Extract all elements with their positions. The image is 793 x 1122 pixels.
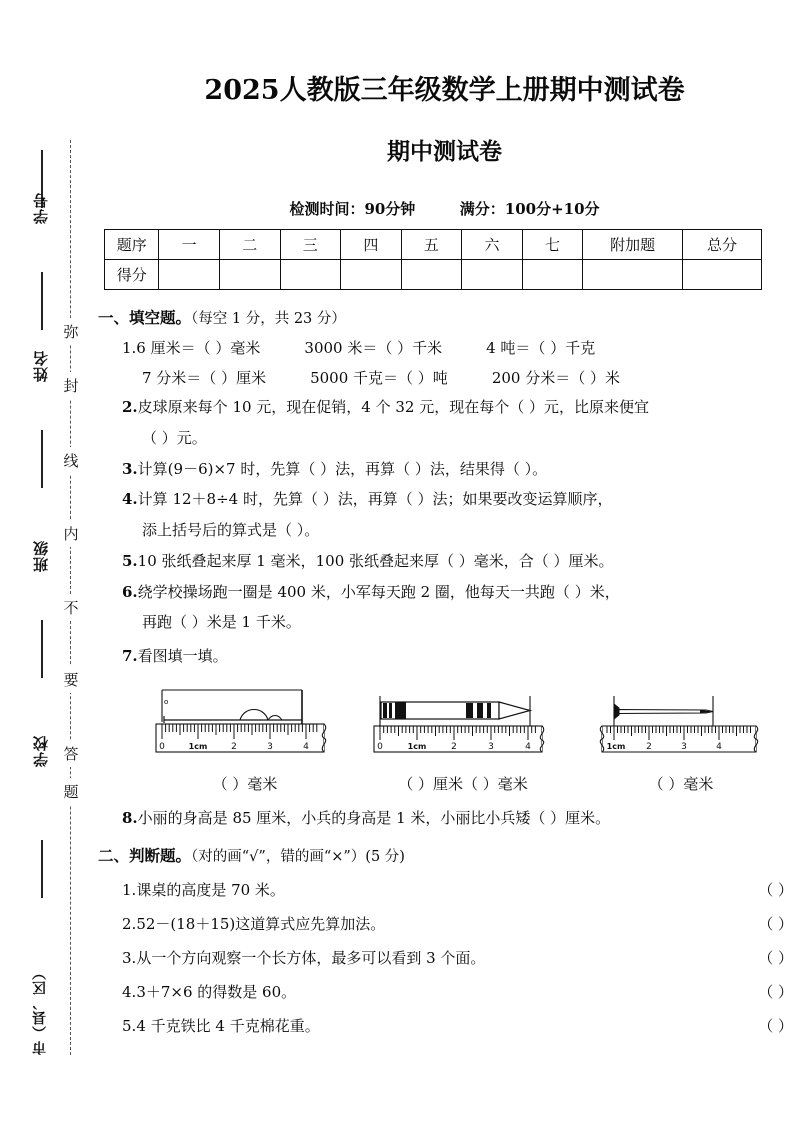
seal-label-student-id: 学号: [32, 192, 50, 224]
score-col-4: 四: [341, 230, 402, 260]
score-cell-3[interactable]: [280, 260, 341, 290]
ruler-tick-label: 3: [488, 741, 494, 752]
q1-item-1: 1.6 厘米＝（ ）毫米: [122, 339, 261, 357]
ruler-figures: [152, 682, 793, 794]
seal-dash-char-6: 要: [62, 666, 80, 693]
score-cell-bonus[interactable]: [583, 260, 683, 290]
ruler-tick-label: 4: [303, 741, 309, 752]
ruler-tick-label: 2: [646, 741, 652, 752]
score-table-header-label: 题序: [105, 230, 159, 260]
ruler-tick-label: 4: [525, 741, 531, 752]
score-table-points-label: 得分: [105, 260, 159, 290]
judge-1-text: 课桌的高度是 70 米。: [136, 880, 285, 899]
score-cell-5[interactable]: [401, 260, 462, 290]
judge-4-text: 3＋7×6 的得数是 60。: [136, 982, 297, 1001]
q1-item-4: 7 分米＝（ ）厘米: [142, 369, 267, 387]
ruler-tick-label: 3: [267, 741, 273, 752]
q1-item-3: 4 吨＝（ ）千克: [486, 339, 596, 357]
seal-label-city-county: 市（县、区）: [32, 965, 48, 1055]
seal-label-name: 姓名: [32, 350, 50, 382]
score-cell-total[interactable]: [682, 260, 761, 290]
nail-ruler-svg: [588, 682, 774, 762]
score-col-total: 总分: [682, 230, 761, 260]
score-table: [104, 229, 762, 290]
judge-4-number: 4.: [122, 982, 137, 1001]
page-title: 2025人教版三年级数学上册期中测试卷: [204, 75, 685, 106]
section-one-heading: [98, 306, 793, 328]
key-ruler-svg: [152, 682, 338, 762]
ruler-tick-label: 2: [231, 741, 237, 752]
judge-2-answer-blank[interactable]: （ ）: [758, 914, 793, 933]
question-8-line-1: 小丽的身高是 85 厘米，小兵的身高是 1 米，小丽比小兵矮（ ）厘米。: [137, 808, 611, 827]
section-two-title: 二、判断题。: [98, 845, 192, 865]
question-5-number: 5.: [122, 551, 138, 570]
seal-divider-4: [41, 620, 43, 678]
question-4-line-2: 添上括号后的算式是（ ）。: [142, 521, 320, 539]
seal-dash-char-5: 不: [62, 594, 80, 621]
seal-divider-2: [41, 272, 43, 330]
question-2-cont: [142, 428, 793, 450]
judge-question-2: [122, 913, 793, 934]
judge-question-4: [122, 981, 793, 1002]
table-row: [105, 230, 762, 260]
question-8: [122, 808, 793, 830]
ruler-tick-label: 4: [716, 741, 722, 752]
spacer: [448, 367, 492, 388]
q1-item-2: 3000 米＝（ ）千米: [304, 339, 443, 357]
judge-question-3: [122, 947, 793, 968]
ruler-figure-3-caption: （ ）毫米: [648, 774, 714, 793]
judge-5-text: 4 千克铁比 4 千克棉花重。: [136, 1016, 320, 1035]
svg-text:o: o: [164, 697, 169, 706]
score-cell-4[interactable]: [341, 260, 402, 290]
score-col-3: 三: [280, 230, 341, 260]
score-col-bonus: 附加题: [583, 230, 683, 260]
score-col-2: 二: [219, 230, 280, 260]
section-two-note: （对的画“√”，错的画“×”）(5 分): [191, 848, 405, 865]
score-cell-7[interactable]: [522, 260, 583, 290]
exam-full-score: 满分：100分+10分: [459, 200, 600, 218]
ruler-tick-label: 1cm: [606, 741, 626, 751]
q1-item-5: 5000 千克＝（ ）吨: [310, 369, 448, 387]
spacer: [260, 337, 304, 358]
judge-3-text: 从一个方向观察一个长方体，最多可以看到 3 个面。: [136, 948, 486, 967]
exam-sheet: [96, 0, 793, 1122]
ruler-figure-crayon: [370, 682, 556, 794]
seal-column: [0, 0, 96, 1122]
seal-label-class: 班级: [32, 540, 50, 572]
ruler-tick-label: 2: [451, 741, 457, 752]
question-3-number: 3.: [122, 459, 138, 478]
seal-divider-5: [41, 840, 43, 898]
question-2-line-2: （ ）元。: [142, 428, 207, 447]
question-2-line-1: 皮球原来每个 10 元，现在促销，4 个 32 元，现在每个（ ）元，比原来便宜: [137, 398, 650, 416]
question-6-line-2: 再跑（ ）米是 1 千米。: [142, 613, 301, 632]
judge-1-number: 1.: [122, 880, 137, 899]
score-cell-6[interactable]: [462, 260, 523, 290]
score-col-7: 七: [522, 230, 583, 260]
question-8-number: 8.: [122, 808, 138, 827]
question-5: [122, 551, 793, 573]
judge-question-5: [122, 1015, 793, 1036]
ruler-tick-label: 0: [377, 741, 383, 752]
judge-3-answer-blank[interactable]: （ ）: [758, 948, 793, 967]
ruler-tick-label: 0: [159, 741, 165, 752]
question-2: [122, 397, 793, 419]
section-two-heading: [98, 844, 793, 866]
question-6-cont: [142, 612, 793, 634]
seal-divider-3: [41, 430, 43, 488]
judge-2-number: 2.: [122, 914, 137, 933]
question-7-number: 7.: [122, 647, 138, 665]
ruler-figure-key: [152, 682, 338, 794]
table-row: [105, 260, 762, 290]
question-4-number: 4.: [122, 490, 138, 509]
question-1-row-b: [142, 367, 793, 388]
seal-dash-char-7: 答: [62, 740, 80, 767]
question-6-line-1: 绕学校操场跑一圈是 400 米，小军每天跑 2 圈，他每天一共跑（ ）米，: [137, 582, 620, 601]
spacer: [442, 337, 486, 358]
question-4-cont: [142, 520, 793, 542]
question-1-row-a: [122, 337, 793, 358]
exam-meta: [96, 198, 793, 219]
section-one-note: （每空 1 分，共 23 分）: [191, 311, 346, 327]
score-cell-1[interactable]: [159, 260, 220, 290]
ruler-figure-1-caption: （ ）毫米: [212, 774, 278, 793]
question-3: [122, 459, 793, 481]
question-4: [122, 489, 793, 511]
seal-dash-char-8: 题: [62, 778, 80, 805]
seal-label-school: 学校: [32, 735, 50, 767]
judge-5-number: 5.: [122, 1016, 137, 1035]
ruler-tick-label: 1cm: [407, 741, 427, 751]
question-7: [122, 646, 793, 668]
question-6-number: 6.: [122, 582, 138, 601]
question-5-line-1: 10 张纸叠起来厚 1 毫米，100 张纸叠起来厚（ ）毫米，合（ ）厘米。: [137, 551, 614, 570]
score-col-1: 一: [159, 230, 220, 260]
judge-question-1: [122, 879, 793, 900]
judge-5-answer-blank[interactable]: （ ）: [758, 1016, 793, 1035]
judge-2-text: 52－(18＋15)这道算式应先算加法。: [136, 914, 386, 933]
seal-dash-char-2: 封: [62, 372, 80, 399]
crayon-ruler-svg: [370, 682, 556, 762]
ruler-tick-label: 3: [681, 741, 687, 752]
seal-dash-char-4: 内: [62, 520, 80, 547]
question-6: [122, 582, 793, 604]
seal-dash-char-1: 弥: [62, 318, 80, 345]
question-4-line-1: 计算 12＋8÷4 时，先算（ ）法，再算（ ）法；如果要改变运算顺序，: [137, 490, 613, 509]
q1-item-6: 200 分米＝（ ）米: [491, 369, 620, 387]
judge-3-number: 3.: [122, 948, 137, 967]
question-3-line-1: 计算(9－6)×7 时，先算（ ）法，再算（ ）法，结果得（ ）。: [137, 459, 548, 478]
page-subtitle: 期中测试卷: [387, 138, 502, 165]
spacer: [266, 367, 310, 388]
ruler-figure-2-caption: （ ）厘米（ ）毫米: [398, 774, 528, 793]
ruler-figure-nail: [588, 682, 774, 794]
judge-4-answer-blank[interactable]: （ ）: [758, 982, 793, 1001]
seal-dash-char-3: 线: [62, 447, 80, 474]
exam-duration: 检测时间：90分钟: [289, 200, 416, 218]
score-col-6: 六: [462, 230, 523, 260]
question-7-line-1: 看图填一填。: [137, 647, 228, 665]
judge-1-answer-blank[interactable]: （ ）: [758, 880, 793, 899]
score-cell-2[interactable]: [219, 260, 280, 290]
question-2-number: 2.: [122, 398, 138, 416]
section-one-title: 一、填空题。: [98, 308, 192, 327]
score-col-5: 五: [401, 230, 462, 260]
ruler-tick-label: 1cm: [188, 741, 208, 751]
